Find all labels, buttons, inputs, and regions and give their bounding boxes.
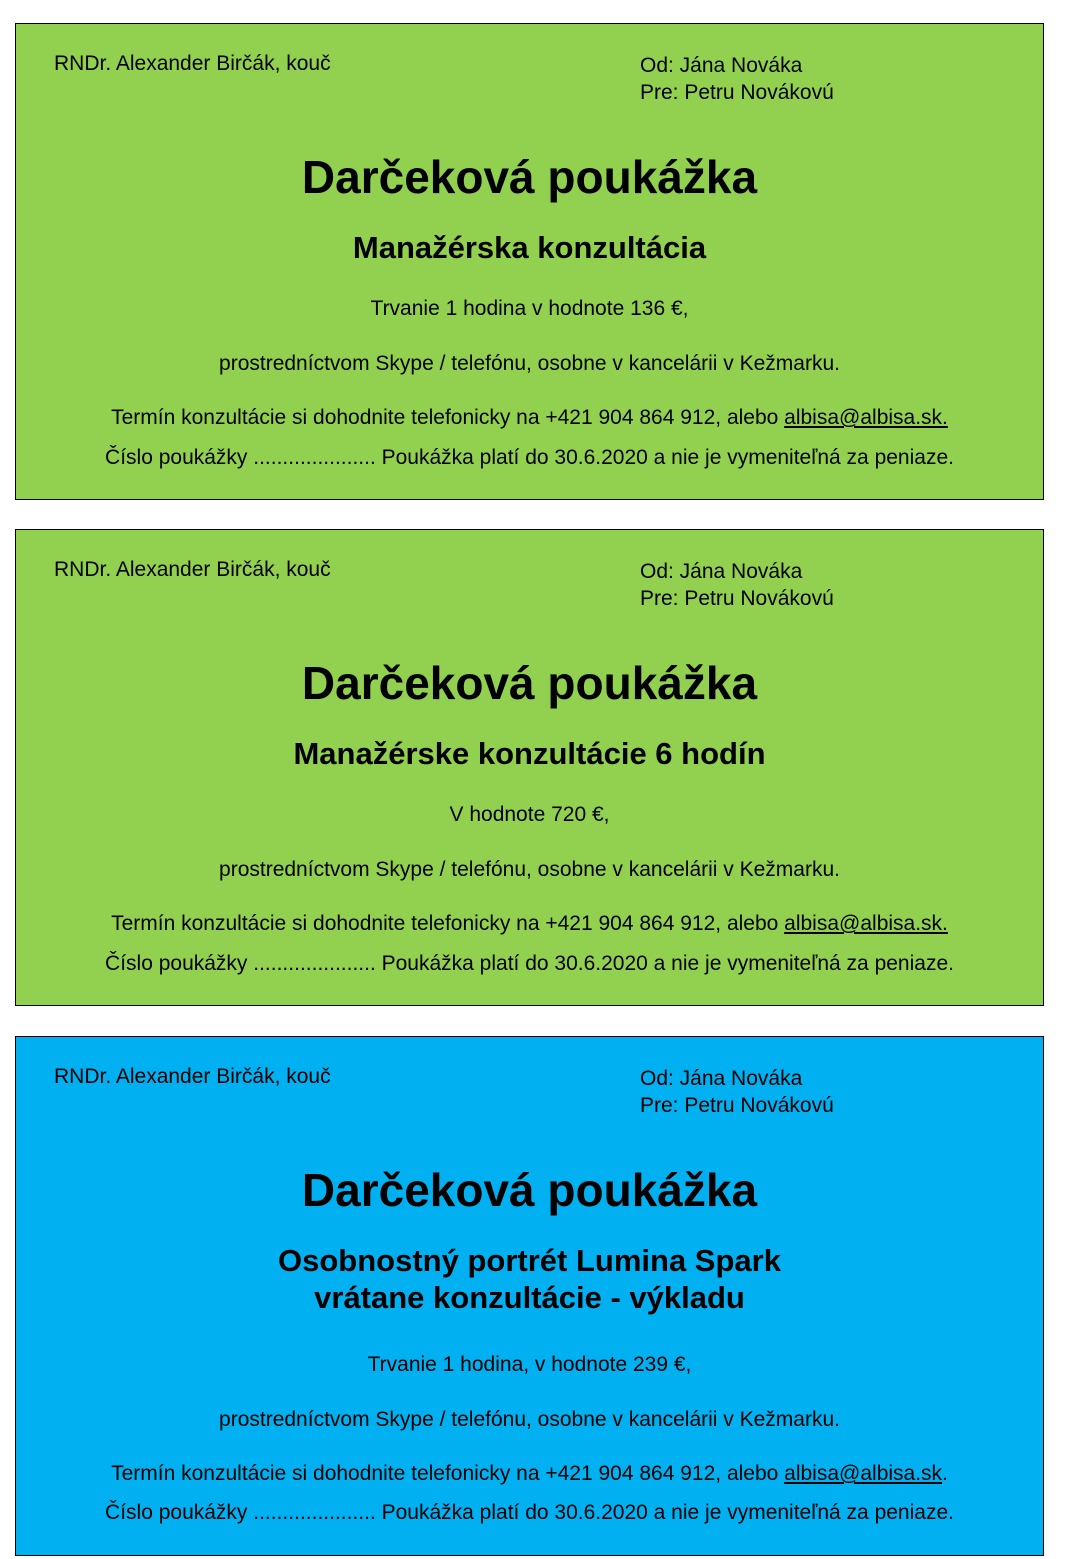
booking-prefix: Termín konzultácie si dohodnite telefonicky na +421 904 864 912, alebo: [111, 1462, 785, 1485]
issuer-name: RNDr. Alexander Birčák, kouč: [54, 1065, 331, 1088]
subtitle-line-2: vrátane konzultácie - výkladu: [314, 1280, 745, 1315]
issuer-name: RNDr. Alexander Birčák, kouč: [54, 558, 331, 581]
email-link[interactable]: albisa@albisa.sk: [784, 1462, 943, 1485]
from-field: Od: Jána Nováka: [640, 54, 803, 77]
voucher-title: Darčeková poukážka: [301, 657, 758, 709]
subtitle-line-1: Manažérske konzultácie 6 hodín: [293, 736, 766, 771]
voucher-subtitle: [16, 735, 1043, 772]
voucher-manager-consultations-6h: [15, 529, 1044, 1006]
subtitle-line-1: Manažérska konzultácia: [352, 230, 707, 265]
channels-text: prostredníctvom Skype / telefónu, osobne v kancelárii v Kežmarku.: [219, 1408, 840, 1431]
booking-text: [16, 1462, 1043, 1486]
email-link[interactable]: albisa@albisa.sk.: [784, 912, 948, 935]
booking-prefix: Termín konzultácie si dohodnite telefonicky na +421 904 864 912, alebo: [111, 406, 785, 429]
issuer-name: RNDr. Alexander Birčák, kouč: [54, 52, 331, 75]
channels-text: prostredníctvom Skype / telefónu, osobne v kancelárii v Kežmarku.: [219, 352, 840, 375]
from-to-block: [640, 558, 834, 612]
channels-text: prostredníctvom Skype / telefónu, osobne v kancelárii v Kežmarku.: [219, 858, 840, 881]
email-link[interactable]: albisa@albisa.sk.: [784, 406, 948, 429]
to-field: Pre: Petru Novákovú: [640, 587, 834, 610]
validity-text: Číslo poukážky ..................... Poukážka platí do 30.6.2020 a nie je vymeniteľná za peniaze.: [105, 446, 954, 469]
subtitle-line-1: Osobnostný portrét Lumina Spark: [278, 1243, 781, 1278]
from-to-block: [640, 1065, 834, 1119]
validity-text: Číslo poukážky ..................... Poukážka platí do 30.6.2020 a nie je vymeniteľná za peniaze.: [105, 1501, 954, 1524]
to-field: Pre: Petru Novákovú: [640, 81, 834, 104]
booking-text: [16, 406, 1043, 430]
voucher-subtitle: [16, 1242, 1043, 1316]
from-field: Od: Jána Nováka: [640, 1067, 803, 1090]
voucher-lumina-spark-portrait: [15, 1036, 1044, 1556]
duration-value-text: Trvanie 1 hodina, v hodnote 239 €,: [367, 1353, 692, 1376]
booking-suffix: .: [942, 1462, 948, 1485]
to-field: Pre: Petru Novákovú: [640, 1094, 834, 1117]
duration-value-text: Trvanie 1 hodina v hodnote 136 €,: [370, 297, 689, 320]
booking-text: [16, 912, 1043, 936]
voucher-manager-consultation: [15, 23, 1044, 500]
booking-prefix: Termín konzultácie si dohodnite telefonicky na +421 904 864 912, alebo: [111, 912, 785, 935]
validity-text: Číslo poukážky ..................... Poukážka platí do 30.6.2020 a nie je vymeniteľná za peniaze.: [105, 952, 954, 975]
voucher-subtitle: [16, 229, 1043, 266]
from-to-block: [640, 52, 834, 106]
duration-value-text: V hodnote 720 €,: [449, 803, 610, 826]
voucher-title: Darčeková poukážka: [301, 151, 758, 203]
voucher-title: Darčeková poukážka: [301, 1164, 758, 1216]
from-field: Od: Jána Nováka: [640, 560, 803, 583]
